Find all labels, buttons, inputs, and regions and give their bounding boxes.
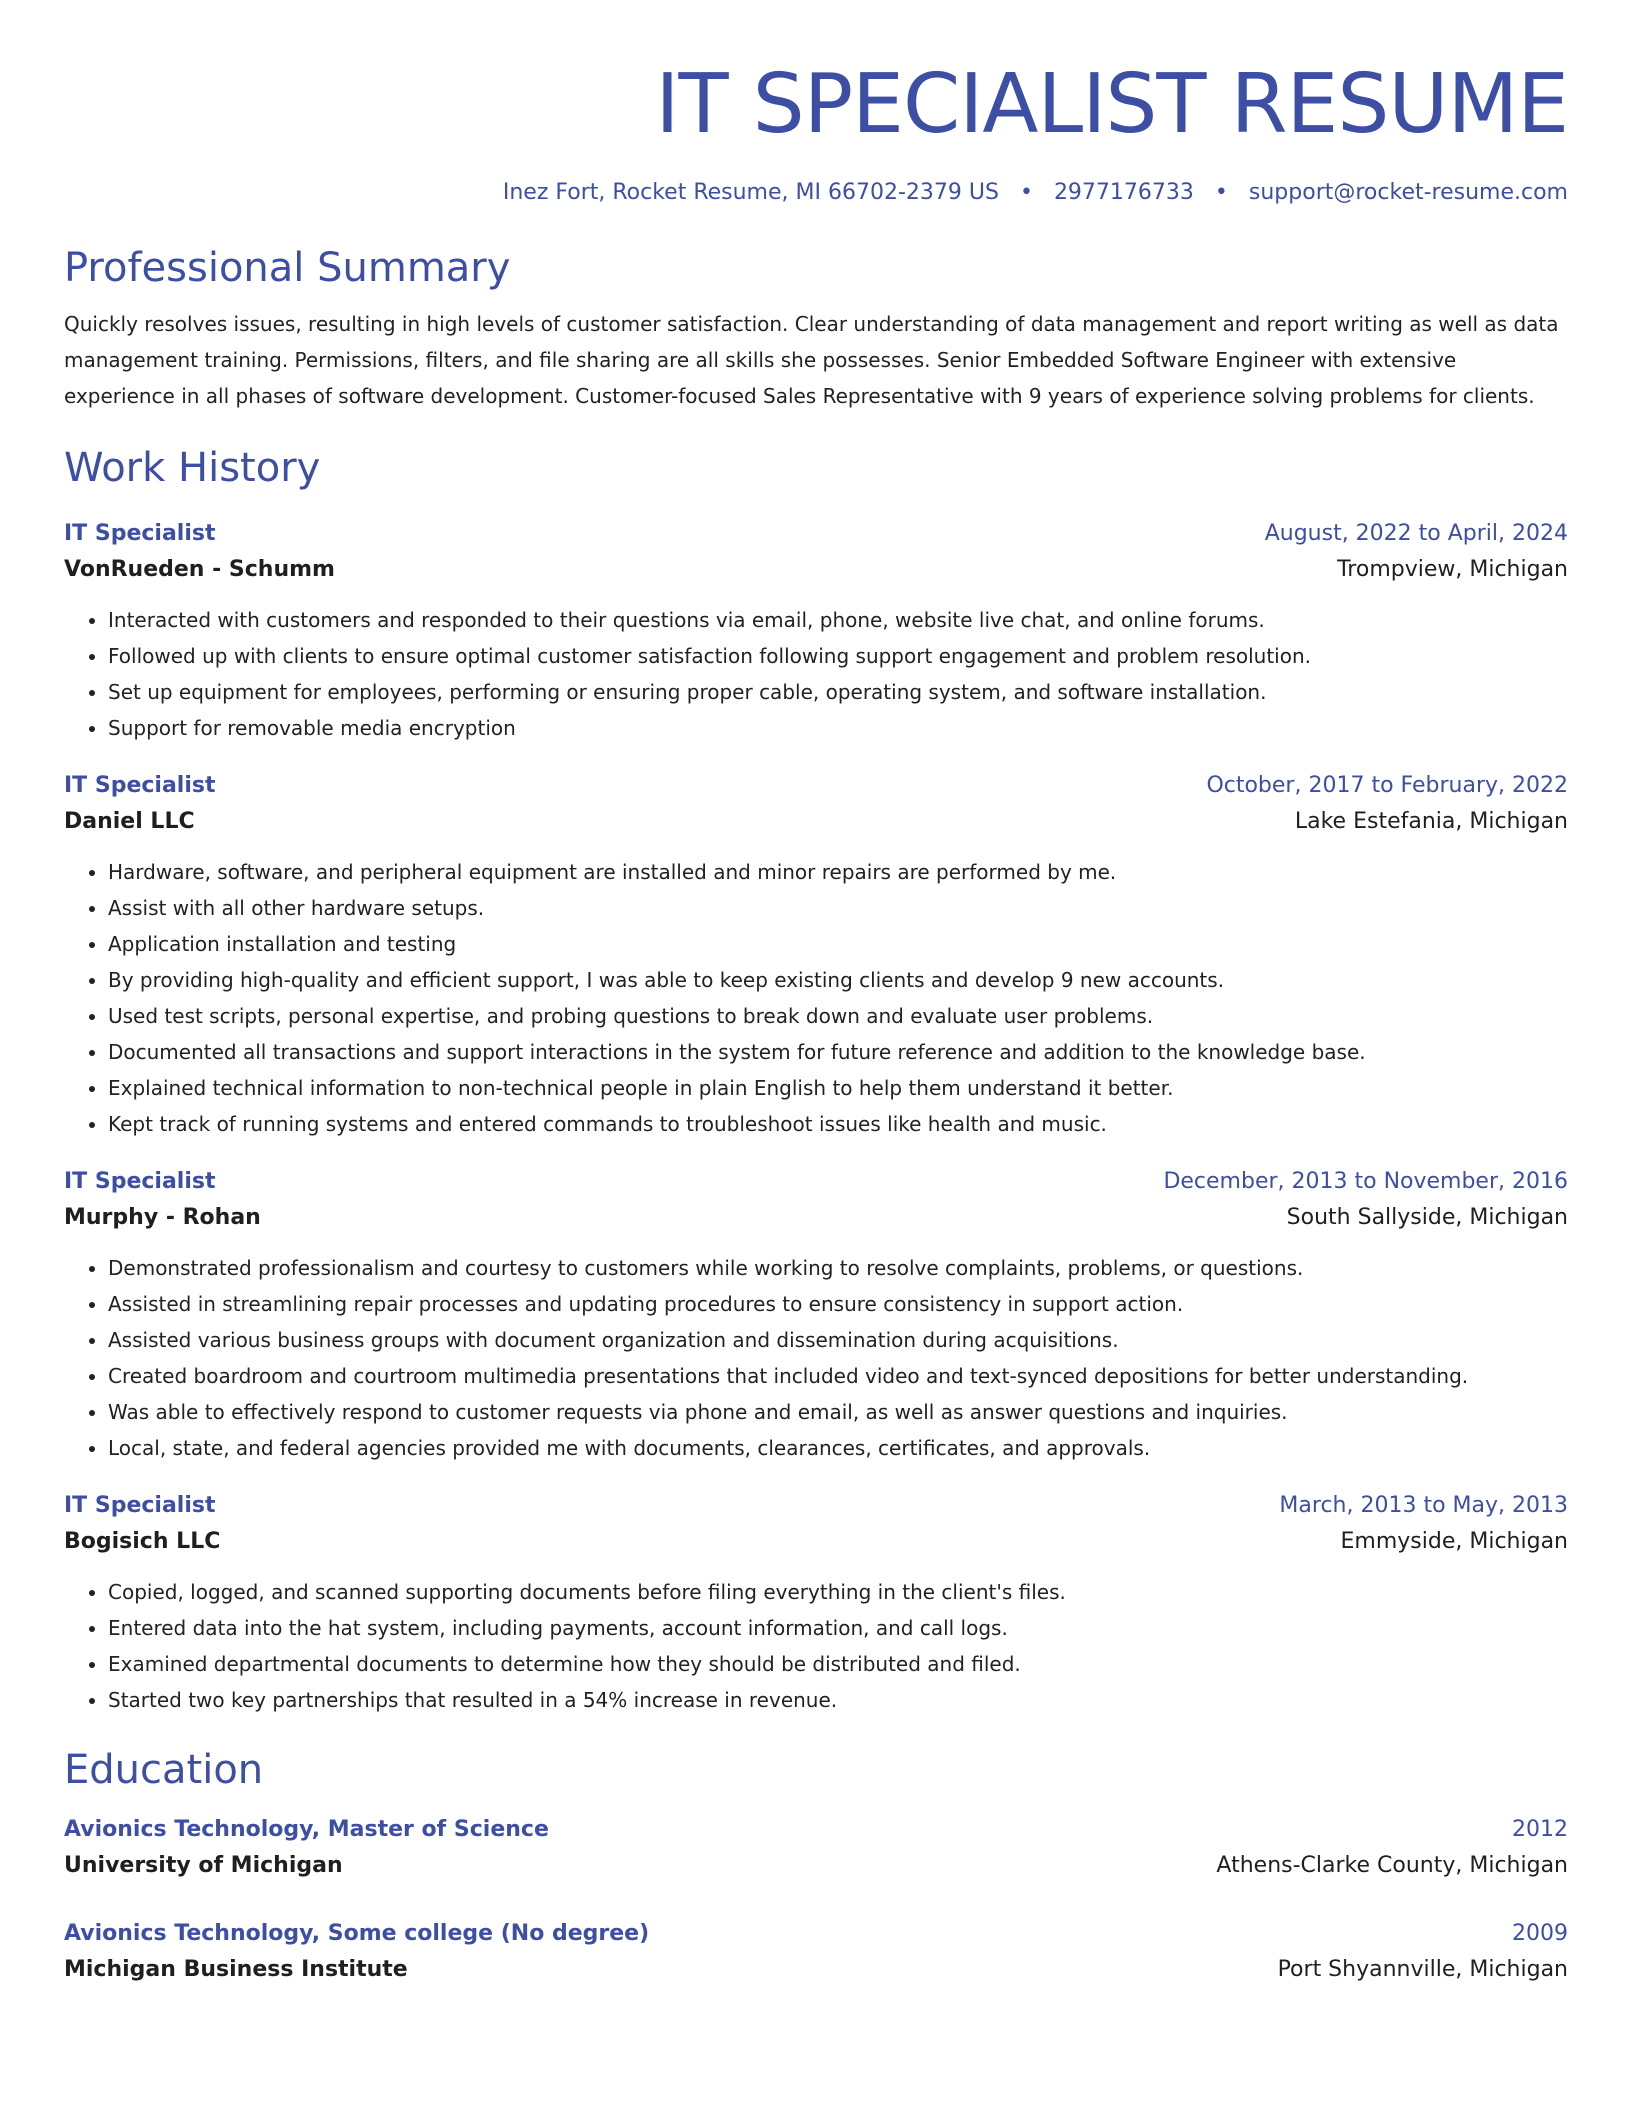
job-company: Murphy - Rohan xyxy=(64,1205,261,1230)
job-bullet: • Interacted with customers and responded to their questions via email, phone, website live chat, and online forums. xyxy=(108,602,1568,638)
job-company: Bogisich LLC xyxy=(64,1529,221,1554)
job-bullet: • Assist with all other hardware setups. xyxy=(108,890,1568,926)
contact-separator: • xyxy=(1019,180,1033,205)
job-dates: December, 2013 to November, 2016 xyxy=(1163,1169,1568,1194)
job-company-row xyxy=(64,804,1568,840)
job-bullet: • Examined departmental documents to determine how they should be distributed and filed. xyxy=(108,1646,1568,1682)
job-role: IT Specialist xyxy=(64,773,216,798)
resume-page xyxy=(64,0,1568,1988)
job-header-row xyxy=(64,1164,1568,1200)
resume-title: IT SPECIALIST RESUME xyxy=(655,57,1568,152)
education-location: Port Shyannville, Michigan xyxy=(1277,1957,1568,1982)
job-company-row xyxy=(64,1200,1568,1236)
education-entry xyxy=(64,1812,1568,1884)
summary-text: Quickly resolves issues, resulting in high levels of customer satisfaction. Clear understanding of data management and report writing as well as data management training. Permissions, filters, and file sharing are all skills she possesses. Senior Embedded Software Engineer with extensive experience in all phases of software development. Customer-focused Sales Representative with 9 years of experience solving problems for clients. xyxy=(64,312,1559,408)
education-degree: Avionics Technology, Some college (No degree) xyxy=(64,1921,650,1946)
job-header-row xyxy=(64,1488,1568,1524)
job-entry xyxy=(64,768,1568,1142)
education-header-row xyxy=(64,1916,1568,1952)
job-location: Emmyside, Michigan xyxy=(1340,1529,1568,1554)
job-bullet: • Support for removable media encryption xyxy=(108,710,1568,746)
job-bullet: • Assisted various business groups with document organization and dissemination during acquisitions. xyxy=(108,1322,1568,1358)
job-bullets xyxy=(64,854,1568,1142)
job-bullet: • Was able to effectively respond to customer requests via phone and email, as well as answer questions and inquiries. xyxy=(108,1394,1568,1430)
job-bullet: • Copied, logged, and scanned supporting documents before filing everything in the client's files. xyxy=(108,1574,1568,1610)
job-bullet: • Started two key partnerships that resulted in a 54% increase in revenue. xyxy=(108,1682,1568,1718)
education-school-row xyxy=(64,1848,1568,1884)
job-bullets xyxy=(64,602,1568,746)
job-bullet: • Kept track of running systems and entered commands to troubleshoot issues like health and music. xyxy=(108,1106,1568,1142)
contact-separator: • xyxy=(1214,180,1228,205)
education-header-row xyxy=(64,1812,1568,1848)
job-location: Trompview, Michigan xyxy=(1337,557,1568,582)
contact-email: support@rocket-resume.com xyxy=(1248,180,1568,205)
job-bullet: • Application installation and testing xyxy=(108,926,1568,962)
job-bullet: • Set up equipment for employees, performing or ensuring proper cable, operating system, and software installation. xyxy=(108,674,1568,710)
job-role: IT Specialist xyxy=(64,1169,216,1194)
job-company-row xyxy=(64,552,1568,588)
contact-phone: 2977176733 xyxy=(1053,180,1194,205)
education-school-row xyxy=(64,1952,1568,1988)
job-bullet: • Created boardroom and courtroom multimedia presentations that included video and text-synced depositions for better understanding. xyxy=(108,1358,1568,1394)
education-heading: Education xyxy=(64,1747,264,1793)
work-history-heading: Work History xyxy=(64,445,321,491)
education-location: Athens-Clarke County, Michigan xyxy=(1216,1853,1568,1878)
job-bullet: • Documented all transactions and support interactions in the system for future reference and addition to the knowledge base. xyxy=(108,1034,1568,1070)
job-company: VonRueden - Schumm xyxy=(64,557,335,582)
job-header-row xyxy=(64,768,1568,804)
summary-heading: Professional Summary xyxy=(64,245,511,291)
job-bullet: • Followed up with clients to ensure optimal customer satisfaction following support engagement and problem resolution. xyxy=(108,638,1568,674)
education-year: 2009 xyxy=(1512,1921,1568,1946)
job-bullet: • Local, state, and federal agencies provided me with documents, clearances, certificates, and approvals. xyxy=(108,1430,1568,1466)
education-year: 2012 xyxy=(1512,1817,1568,1842)
job-bullet: • Used test scripts, personal expertise, and probing questions to break down and evaluate user problems. xyxy=(108,998,1568,1034)
job-role: IT Specialist xyxy=(64,521,216,546)
job-bullet: • Entered data into the hat system, including payments, account information, and call logs. xyxy=(108,1610,1568,1646)
job-entry xyxy=(64,516,1568,746)
job-company-row xyxy=(64,1524,1568,1560)
education-school: University of Michigan xyxy=(64,1853,343,1878)
job-location: South Sallyside, Michigan xyxy=(1286,1205,1568,1230)
job-dates: August, 2022 to April, 2024 xyxy=(1264,521,1568,546)
job-dates: October, 2017 to February, 2022 xyxy=(1206,773,1568,798)
job-bullets xyxy=(64,1574,1568,1718)
job-bullet: • Hardware, software, and peripheral equipment are installed and minor repairs are performed by me. xyxy=(108,854,1568,890)
job-location: Lake Estefania, Michigan xyxy=(1294,809,1568,834)
contact-address: Inez Fort, Rocket Resume, MI 66702-2379 US xyxy=(502,180,999,205)
contact-line xyxy=(64,178,1568,208)
job-bullet: • Assisted in streamlining repair processes and updating procedures to ensure consistency in support action. xyxy=(108,1286,1568,1322)
education-entry xyxy=(64,1916,1568,1988)
job-bullet: • Explained technical information to non-technical people in plain English to help them understand it better. xyxy=(108,1070,1568,1106)
job-company: Daniel LLC xyxy=(64,809,195,834)
job-bullet: • By providing high-quality and efficient support, I was able to keep existing clients and develop 9 new accounts. xyxy=(108,962,1568,998)
education-school: Michigan Business Institute xyxy=(64,1957,408,1982)
job-entry xyxy=(64,1164,1568,1466)
job-bullet: • Demonstrated professionalism and courtesy to customers while working to resolve complaints, problems, or questions. xyxy=(108,1250,1568,1286)
job-dates: March, 2013 to May, 2013 xyxy=(1279,1493,1568,1518)
job-entry xyxy=(64,1488,1568,1718)
job-role: IT Specialist xyxy=(64,1493,216,1518)
education-degree: Avionics Technology, Master of Science xyxy=(64,1817,549,1842)
job-header-row xyxy=(64,516,1568,552)
job-bullets xyxy=(64,1250,1568,1466)
